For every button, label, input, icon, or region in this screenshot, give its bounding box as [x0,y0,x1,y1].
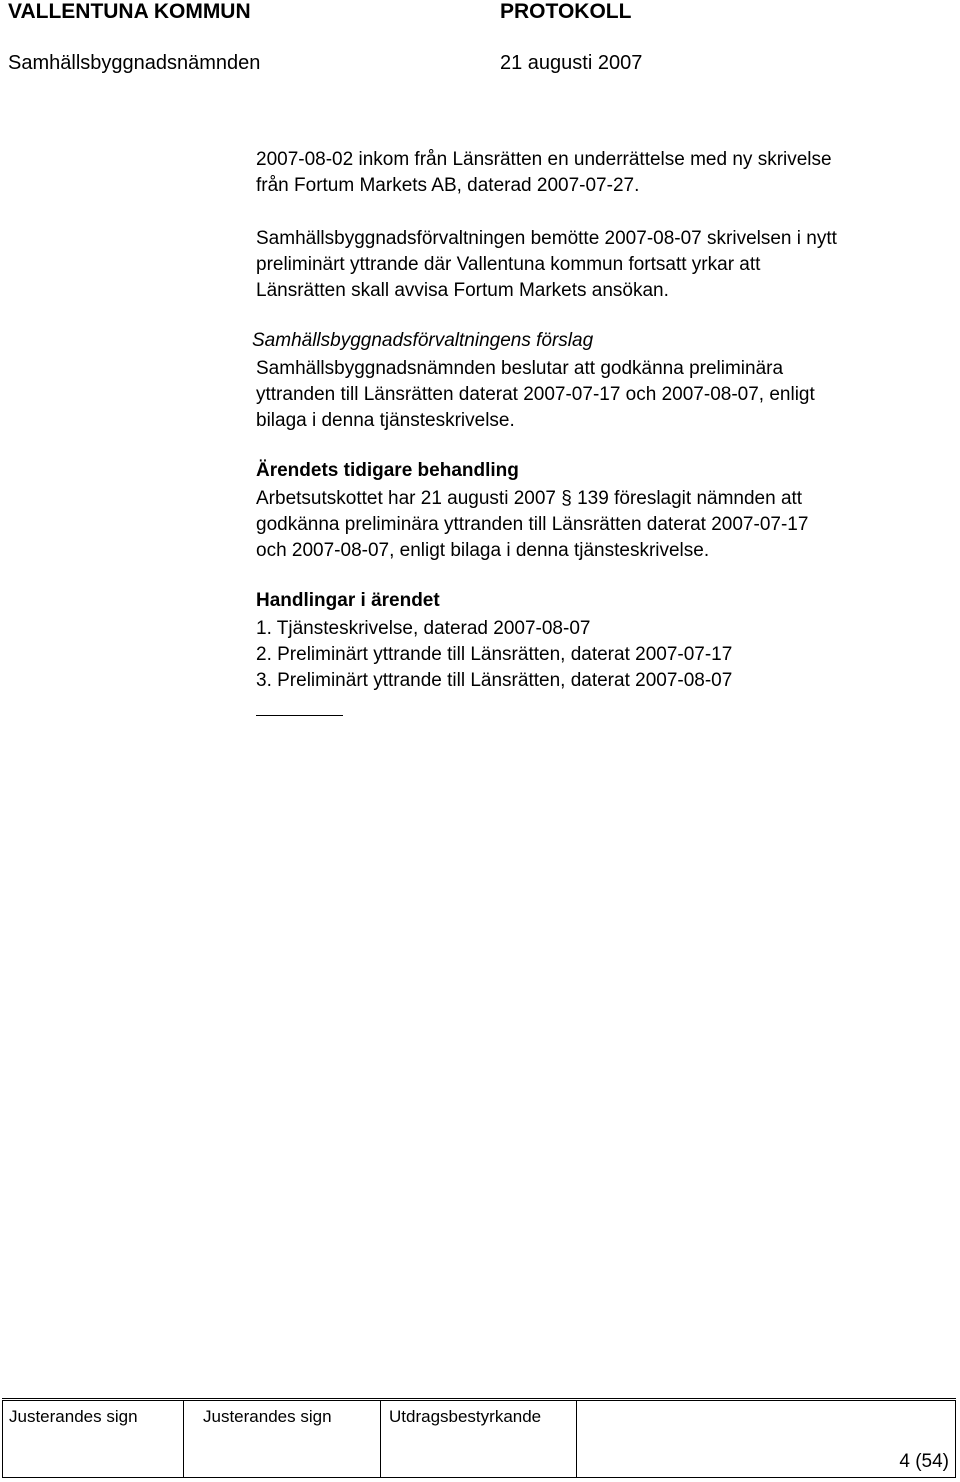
committee-name: Samhällsbyggnadsnämnden [8,52,261,74]
list-item: 1. Tjänsteskrivelse, daterad 2007-08-07 [256,618,591,639]
proposal-heading: Samhällsbyggnadsförvaltningens förslag [252,330,594,351]
text-line: godkänna preliminära yttranden till Länsrätten daterat 2007-07-17 [256,514,809,535]
meeting-date: 21 augusti 2007 [500,52,643,74]
text-line: från Fortum Markets AB, daterad 2007-07-27. [256,175,640,196]
text-line: Samhällsbyggnadsförvaltningen bemötte 2007-08-07 skrivelsen i nytt [256,228,837,249]
history-text [256,486,808,564]
text-line: Samhällsbyggnadsnämnden beslutar att godkänna preliminära [256,358,784,379]
page-number: 4 (54) [899,1451,949,1472]
list-item: 3. Preliminärt yttrande till Länsrätten, daterat 2007-08-07 [256,670,733,691]
text-line: preliminärt yttrande där Vallentuna kommun fortsatt yrkar att [256,254,761,275]
text-line: yttranden till Länsrätten daterat 2007-07-17 och 2007-08-07, enligt [256,384,815,405]
cell-divider [380,1401,381,1477]
documents-list [256,616,732,694]
documents-heading: Handlingar i ärendet [256,590,440,611]
org-name: VALLENTUNA KOMMUN [8,0,251,23]
end-rule [256,715,343,716]
sign-label-2: Justerandes sign [203,1407,332,1426]
text-line: Länsrätten skall avvisa Fortum Markets ansökan. [256,280,669,301]
footer-divider [2,1398,956,1399]
paragraph-1 [256,147,832,199]
text-line: och 2007-08-07, enligt bilaga i denna tjänsteskrivelse. [256,540,710,561]
text-line: bilaga i denna tjänsteskrivelse. [256,410,515,431]
proposal-text [256,356,815,434]
sign-label-1: Justerandes sign [9,1407,138,1426]
list-item: 2. Preliminärt yttrande till Länsrätten, daterat 2007-07-17 [256,644,733,665]
text-line: 2007-08-02 inkom från Länsrätten en underrättelse med ny skrivelse [256,149,832,170]
extract-label: Utdragsbestyrkande [389,1407,542,1426]
cell-divider [576,1401,577,1477]
text-line: Arbetsutskottet har 21 augusti 2007 § 139 föreslagit nämnden att [256,488,803,509]
cell-divider [183,1401,184,1477]
doc-type: PROTOKOLL [500,0,632,23]
signature-table [2,1400,956,1478]
paragraph-2 [256,226,837,304]
history-heading: Ärendets tidigare behandling [256,460,519,481]
